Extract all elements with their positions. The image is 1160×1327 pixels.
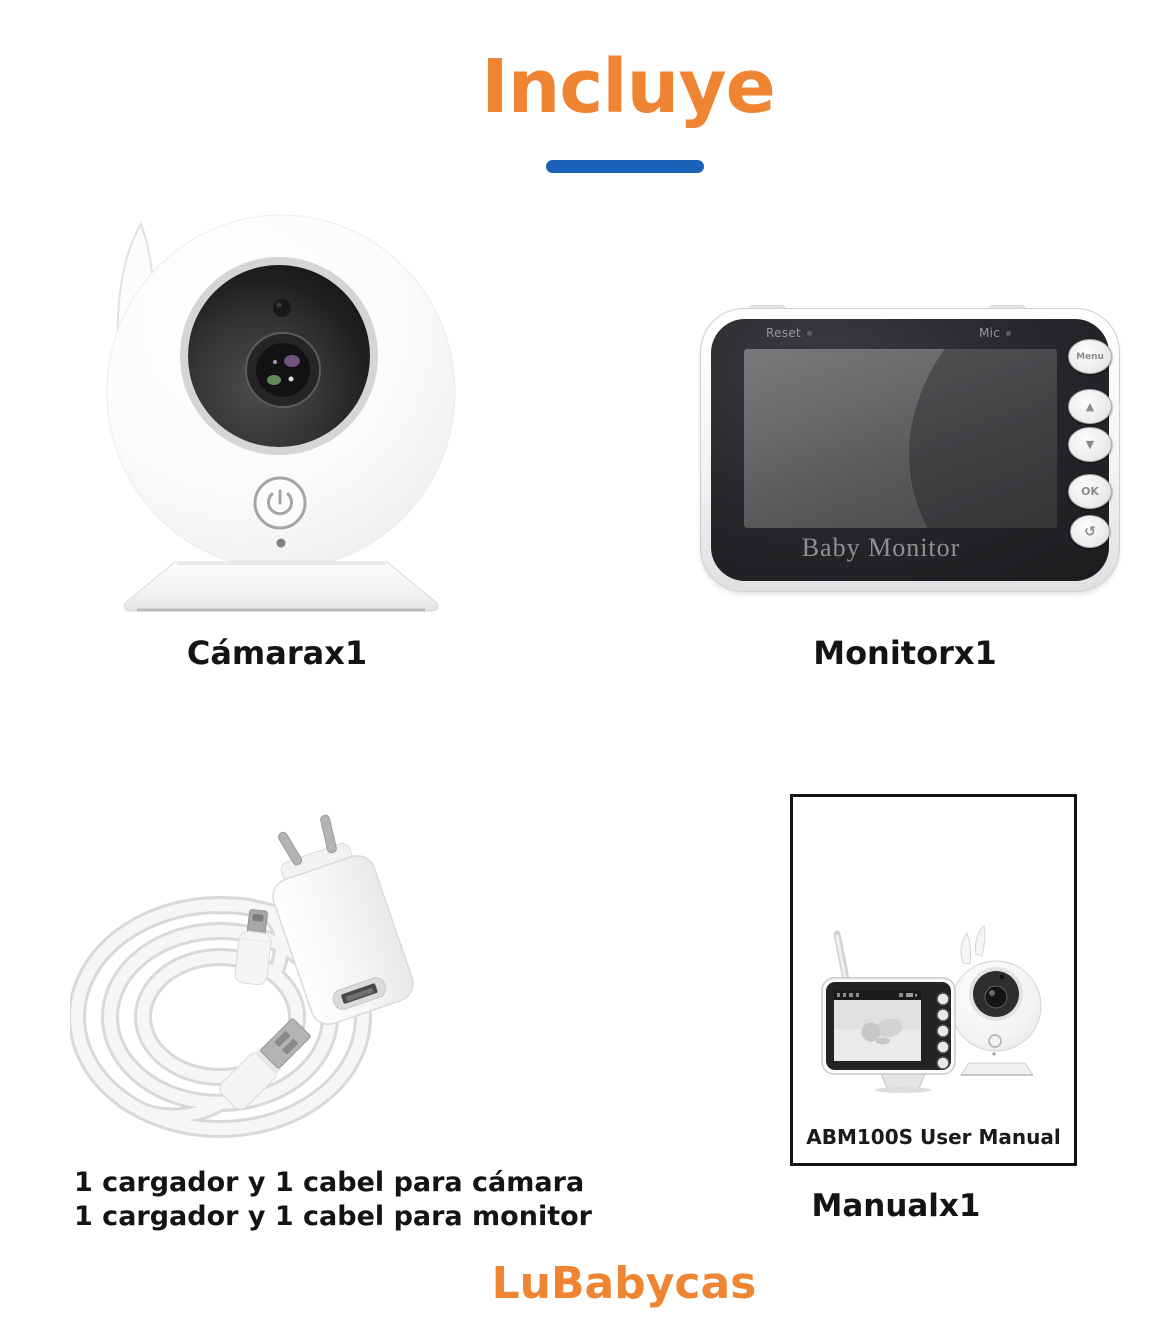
mini-screen-statusbar <box>834 991 921 1000</box>
monitor-caption: Monitorx1 <box>813 634 997 672</box>
monitor-menu-button: Menu <box>1068 339 1112 374</box>
manual-cover-title: ABM100S User Manual <box>806 1125 1061 1149</box>
mic-hole-icon <box>1006 331 1011 336</box>
reset-label <box>766 326 812 340</box>
camera-illustration <box>95 212 460 612</box>
charger-figure <box>70 812 480 1142</box>
manual-caption: Manualx1 <box>811 1188 981 1224</box>
title-underline <box>546 160 704 173</box>
monitor-down-button: ▼ <box>1068 427 1112 462</box>
charger-caption <box>74 1166 592 1234</box>
camera-power-button-icon <box>255 478 305 528</box>
monitor-face <box>711 319 1109 581</box>
reset-text: Reset <box>766 326 802 340</box>
reset-hole-icon <box>807 331 812 336</box>
monitor-up-button: ▲ <box>1068 389 1112 424</box>
monitor-ok-button: OK <box>1068 474 1112 509</box>
page-title: Incluye <box>481 44 775 130</box>
brand-footer: LuBabycas <box>491 1258 757 1309</box>
camera-mic-hole-icon <box>277 539 286 548</box>
mini-camera-icon <box>951 926 1041 1075</box>
camera-lens-icon <box>180 257 378 455</box>
charger-illustration <box>70 812 480 1142</box>
camera-figure <box>95 212 460 612</box>
mini-monitor-icon <box>822 934 955 1093</box>
monitor-power-button: ↺ <box>1070 515 1110 548</box>
screen-reflection <box>744 349 1057 528</box>
manual-cover-illustration <box>793 801 1074 1111</box>
charger-caption-line2: 1 cargador y 1 cabel para monitor <box>74 1201 592 1232</box>
monitor-screen-brand: Baby Monitor <box>801 533 961 562</box>
charger-caption-line1: 1 cargador y 1 cabel para cámara <box>74 1167 585 1198</box>
camera-caption: Cámarax1 <box>186 634 368 672</box>
mic-label <box>979 326 1011 340</box>
monitor-figure <box>700 308 1120 592</box>
manual-figure <box>790 794 1077 1166</box>
camera-base <box>124 562 438 611</box>
monitor-screen <box>744 349 1057 528</box>
mic-text: Mic <box>979 326 1001 340</box>
